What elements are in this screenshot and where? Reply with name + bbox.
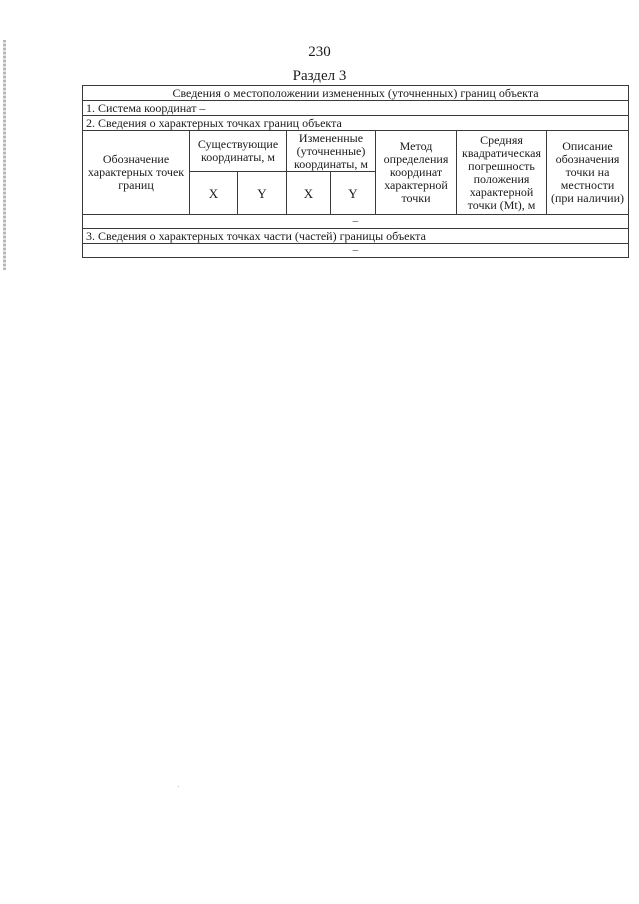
header-existing-x: X bbox=[190, 172, 238, 215]
header-existing-coords: Существующие координаты, м bbox=[190, 131, 287, 172]
boundary-table bbox=[82, 85, 629, 258]
header-description: Описание обозначения точки на местности (при наличии) bbox=[547, 131, 629, 215]
points-heading: 2. Сведения о характерных точках границ объекта bbox=[83, 116, 629, 131]
table-caption: Сведения о местоположении измененных (уточненных) границ объекта bbox=[83, 86, 629, 101]
coord-system-row: 1. Система координат – bbox=[83, 101, 629, 116]
header-changed-coords: Измененные (уточненные) координаты, м bbox=[287, 131, 376, 172]
header-method: Метод определения координат характерной точки bbox=[376, 131, 457, 215]
header-changed-x: X bbox=[287, 172, 331, 215]
part-points-heading: 3. Сведения о характерных точках части (частей) границы объекта bbox=[83, 229, 629, 244]
header-point-designation: Обозначение характерных точек границ bbox=[83, 131, 190, 215]
header-changed-y: Y bbox=[331, 172, 376, 215]
section-title: Раздел 3 bbox=[292, 68, 347, 84]
header-mean-error: Средняя квадратическая погрешность положения характерной точки (Mt), м bbox=[457, 131, 547, 215]
page-number: 230 bbox=[308, 44, 331, 60]
points-empty-row: – bbox=[83, 215, 629, 229]
part-points-empty-row: – bbox=[83, 244, 629, 258]
header-existing-y: Y bbox=[238, 172, 287, 215]
scan-speck bbox=[178, 786, 179, 787]
